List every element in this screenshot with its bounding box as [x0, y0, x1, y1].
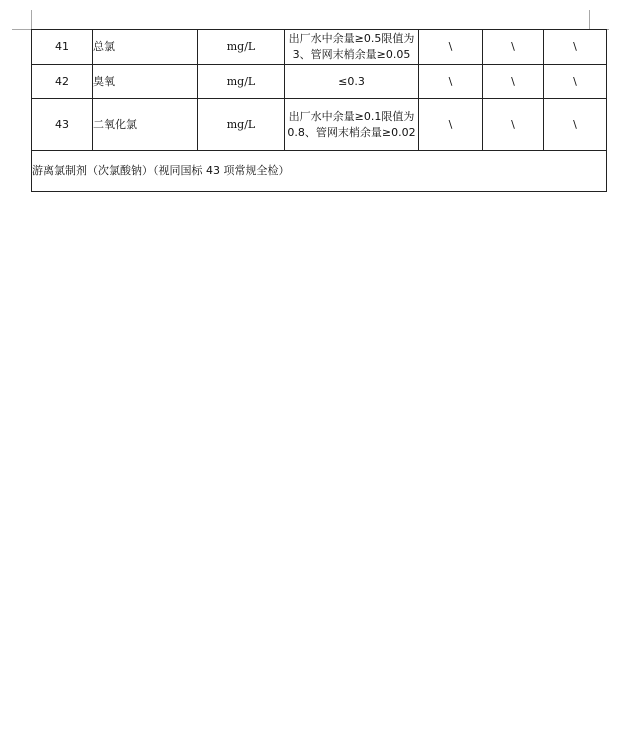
table-row	[32, 30, 607, 65]
result-cell-1: \	[419, 30, 483, 65]
indicator-name: 二氧化氯	[93, 99, 198, 151]
result-cell-1: \	[419, 99, 483, 151]
indicator-unit: mg/L	[198, 65, 285, 99]
limit-value: 出厂水中余量≥0.5限值为3、管网末梢余量≥0.05	[285, 30, 419, 65]
result-cell-1: \	[419, 65, 483, 99]
row-number: 42	[32, 65, 93, 99]
crop-mark-right-vertical	[589, 10, 590, 29]
result-cell-3: \	[544, 99, 607, 151]
row-number: 43	[32, 99, 93, 151]
limit-value: 出厂水中余量≥0.1限值为0.8、管网末梢余量≥0.02	[285, 99, 419, 151]
table-footer-row	[32, 151, 607, 192]
indicator-name: 总氯	[93, 30, 198, 65]
indicator-unit: mg/L	[198, 30, 285, 65]
table-row	[32, 99, 607, 151]
crop-mark-left-horizontal	[12, 29, 32, 30]
row-number: 41	[32, 30, 93, 65]
indicator-unit: mg/L	[198, 99, 285, 151]
indicator-name: 臭氧	[93, 65, 198, 99]
result-cell-2: \	[483, 30, 544, 65]
crop-mark-left-vertical	[31, 10, 32, 29]
result-cell-2: \	[483, 65, 544, 99]
result-cell-2: \	[483, 99, 544, 151]
result-cell-3: \	[544, 30, 607, 65]
limit-value: ≤0.3	[285, 65, 419, 99]
table-row	[32, 65, 607, 99]
disinfectant-note: 游离氯制剂（次氯酸钠）（视同国标 43 项常规全检）	[32, 151, 607, 192]
water-quality-table	[31, 29, 607, 192]
result-cell-3: \	[544, 65, 607, 99]
